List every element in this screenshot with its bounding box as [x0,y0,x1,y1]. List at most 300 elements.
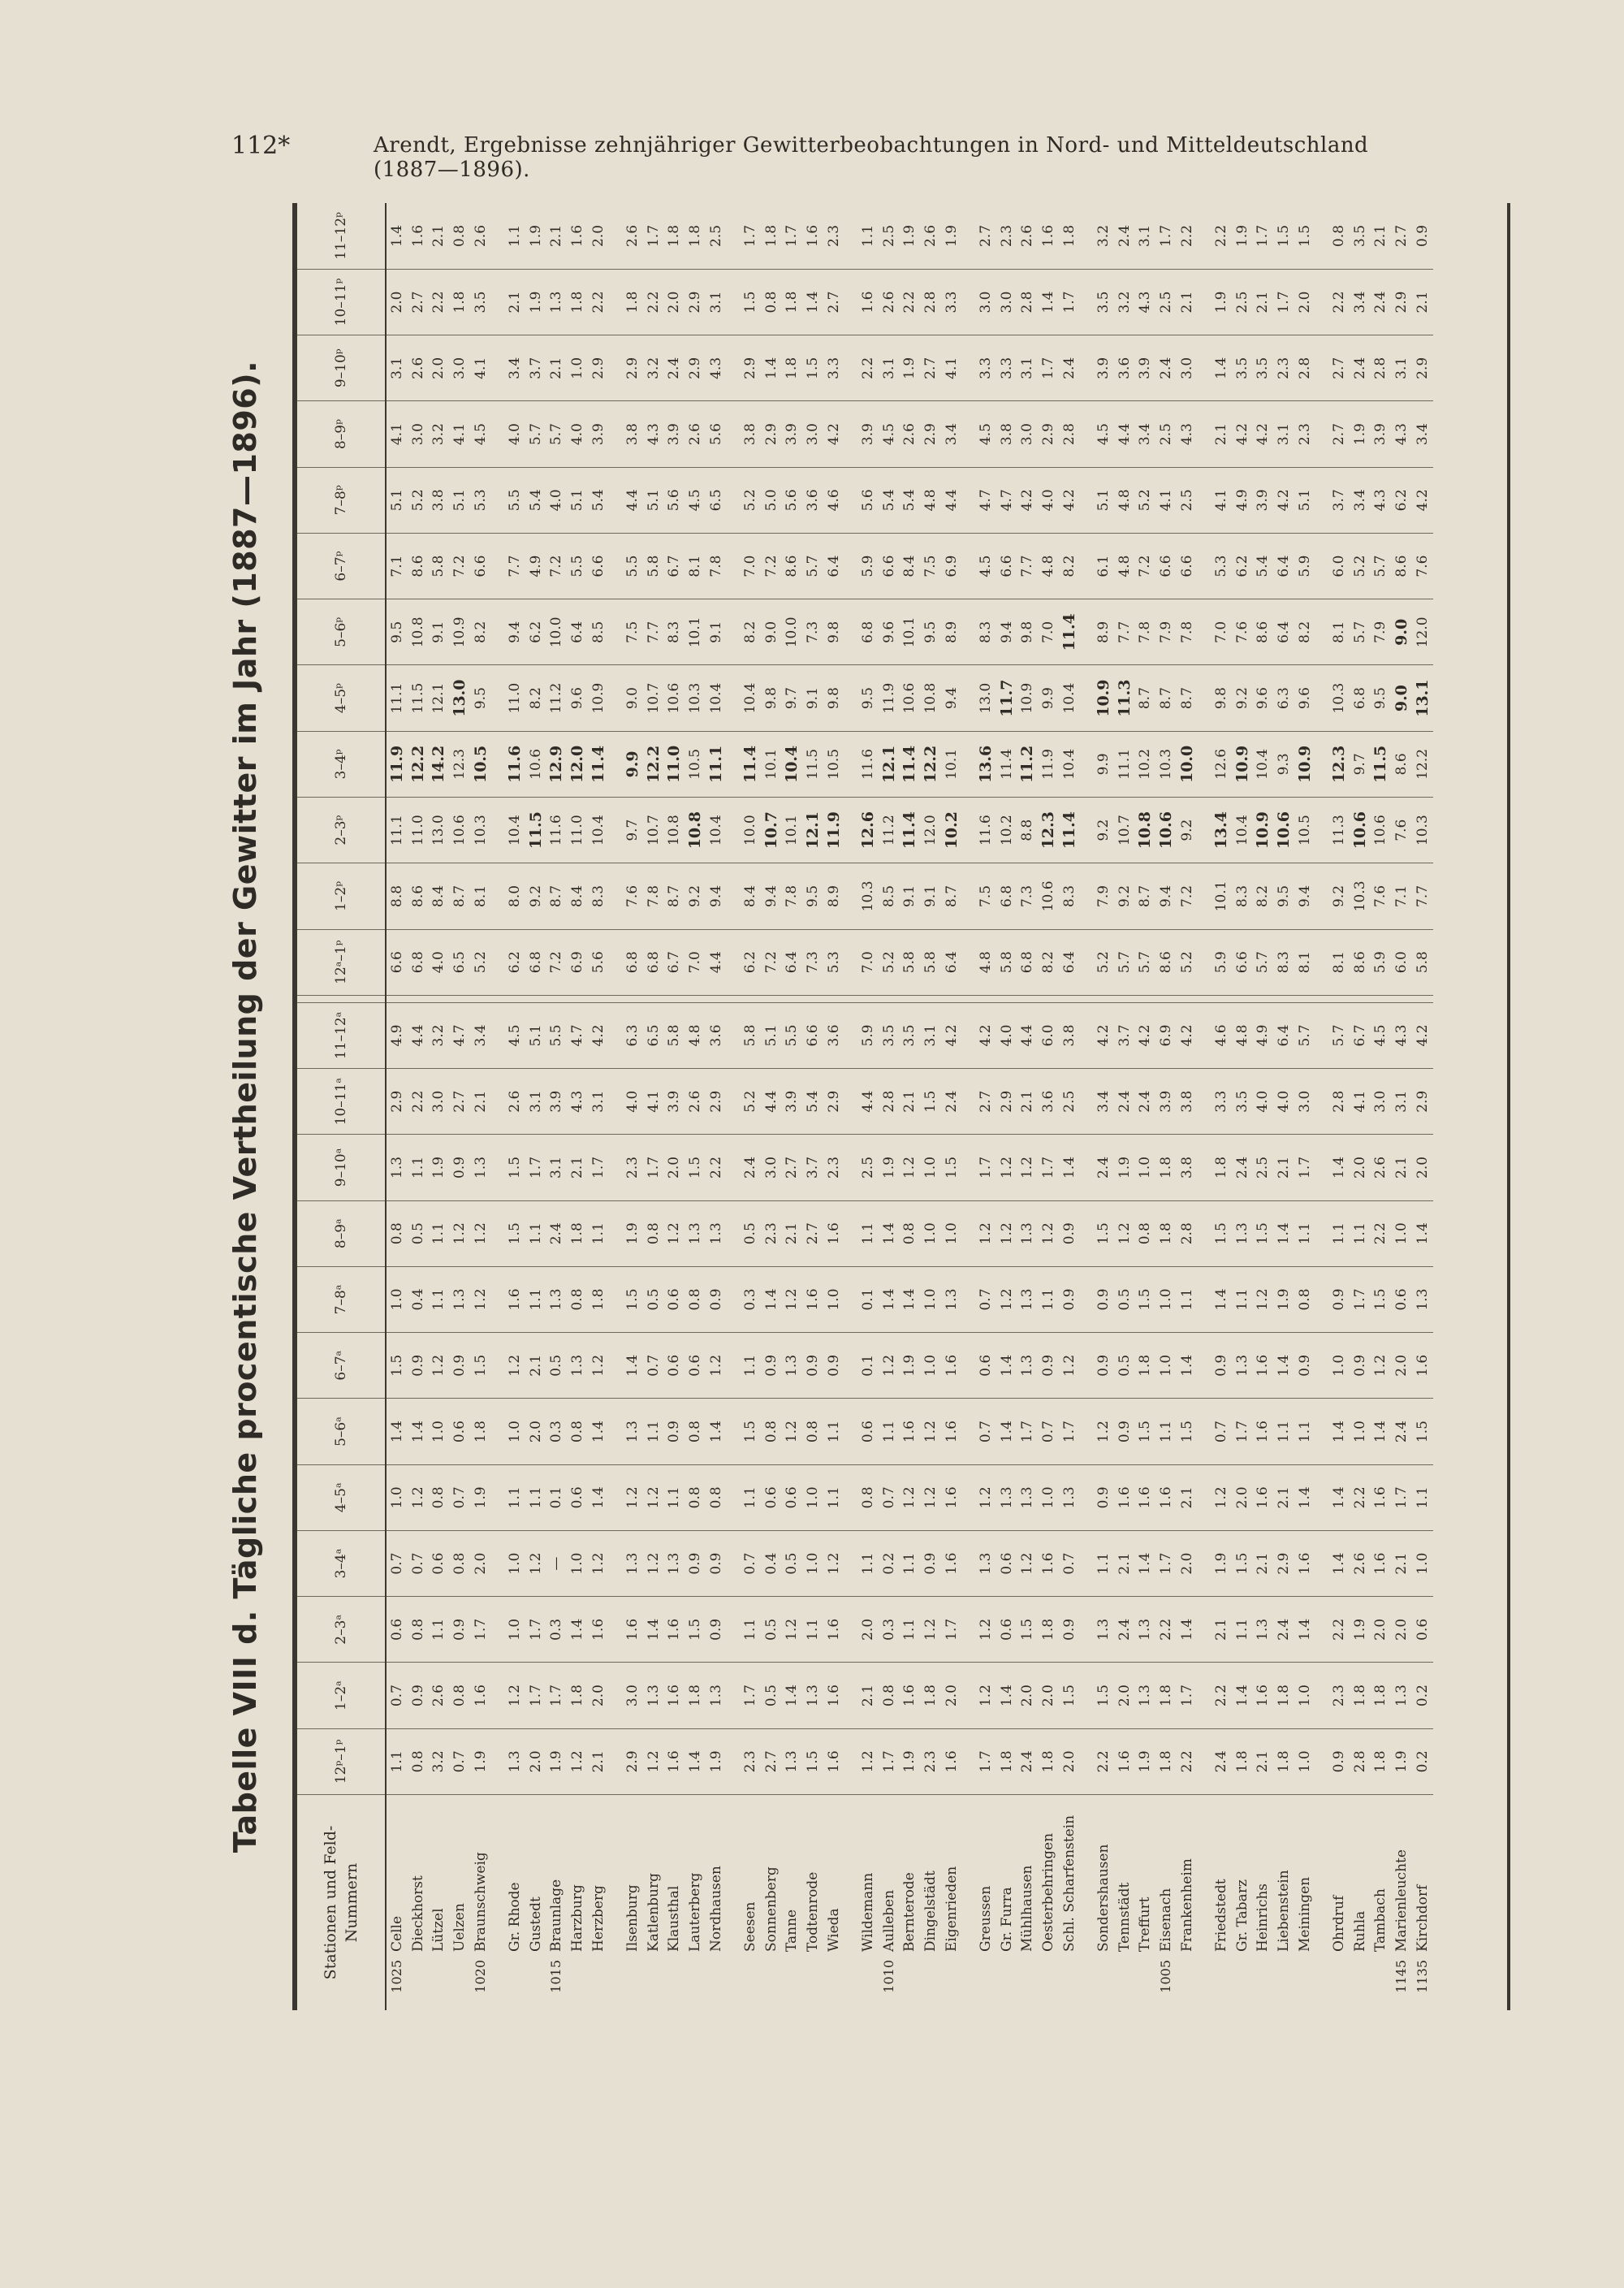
value-cell: 2.1 [1177,1464,1198,1530]
spacer-cell [727,1530,740,1596]
value-cell: 0.9 [706,1530,727,1596]
value-cell: 1.2 [1211,1464,1232,1530]
value-cell: 1.6 [1252,1464,1273,1530]
value-cell: 6.8 [408,929,429,995]
value-cell: 3.5 [900,1002,921,1068]
spacer-cell [1315,1663,1328,1728]
value-cell: 13.1 [1412,665,1433,731]
value-cell: 1.3 [975,1530,996,1596]
spacer-cell [1080,401,1093,467]
value-cell: 6.5 [643,1002,664,1068]
value-cell: 2.6 [1350,1530,1371,1596]
value-cell: 10.9 [449,599,470,665]
spacer-cell [844,1597,857,1663]
value-cell: 9.0 [1391,665,1412,731]
spacer-cell [727,401,740,467]
value-cell: 1.0 [802,1464,823,1530]
value-cell: 2.6 [879,269,900,335]
station-name: Uelzen [451,1903,469,1952]
value-cell: 4.2 [1273,467,1294,533]
spacer-cell [1315,401,1328,467]
value-cell: 6.9 [1155,1002,1177,1068]
value-cell: 0.9 [1114,1399,1135,1464]
value-cell: 1.2 [504,1333,525,1399]
value-cell: 7.5 [920,533,941,599]
value-cell: 5.8 [664,1002,685,1068]
value-cell: 1.4 [1294,1464,1315,1530]
value-cell: 10.5 [1294,798,1315,863]
value-cell: 3.9 [1155,1069,1177,1135]
value-cell: 2.7 [823,269,844,335]
value-cell: 1.1 [740,1464,761,1530]
value-cell: 10.2 [941,798,962,863]
station-name: Kirchdorf [1414,1884,1431,1952]
value-cell: 10.0 [782,599,803,665]
value-cell: 1.0 [1328,1333,1350,1399]
value-cell: 9.9 [622,731,643,797]
value-cell: 2.7 [802,1200,823,1266]
value-cell: 2.7 [975,1069,996,1135]
value-cell: 0.8 [685,1464,706,1530]
value-cell: 0.9 [1350,1333,1371,1399]
value-cell: 1.3 [470,1135,491,1200]
value-cell: 6.9 [941,533,962,599]
value-cell: 4.1 [1155,467,1177,533]
value-cell: 1.7 [975,1728,996,1794]
value-cell: 4.0 [622,1069,643,1135]
value-cell: 0.3 [879,1597,900,1663]
spacer-cell [491,1530,504,1596]
value-cell: 1.9 [900,1728,921,1794]
group-separator [609,203,622,2010]
value-cell: 1.2 [1370,1333,1391,1399]
value-cell: 7.8 [643,863,664,929]
value-cell: 1.8 [664,203,685,269]
value-cell: 1.1 [740,1597,761,1663]
value-cell: 5.7 [525,401,546,467]
value-cell: 1.3 [1135,1597,1156,1663]
spacer-cell [727,1333,740,1399]
station-cell [1273,1795,1294,2011]
value-cell: 2.1 [546,335,568,401]
value-cell: 1.1 [857,1530,879,1596]
value-cell: 1.4 [1328,1399,1350,1464]
station-name: Braunschweig [473,1852,490,1952]
value-cell: 0.9 [706,1597,727,1663]
spacer-cell [609,1597,622,1663]
value-cell: 4.2 [1093,1002,1114,1068]
feld-number: 1145 [1393,1960,1410,1993]
value-cell: 0.7 [449,1728,470,1794]
value-cell: 6.4 [567,599,588,665]
value-cell: 5.6 [664,467,685,533]
value-cell: 8.9 [1093,599,1114,665]
value-cell: 3.9 [857,401,879,467]
value-cell: 3.0 [622,1663,643,1728]
value-cell: 2.6 [920,203,941,269]
value-cell: 2.1 [1273,1135,1294,1200]
value-cell: 2.4 [1114,203,1135,269]
value-cell: 1.4 [761,335,782,401]
value-cell: 1.2 [643,1728,664,1794]
value-cell: 0.9 [761,1333,782,1399]
value-cell: 1.4 [622,1333,643,1399]
value-cell: 2.1 [470,1069,491,1135]
value-cell: 4.3 [706,335,727,401]
value-cell: 11.9 [1038,731,1059,797]
value-cell: 3.2 [1114,269,1135,335]
hour-column-header: 8–9ᵖ [297,401,386,467]
value-cell: 2.9 [823,1069,844,1135]
value-cell: 1.4 [879,1200,900,1266]
value-cell: 1.3 [546,1266,568,1332]
value-cell: 2.4 [1093,1135,1114,1200]
value-cell: 5.4 [900,467,921,533]
value-cell: 7.2 [546,533,568,599]
hour-column-header: 11–12ᵃ [297,1002,386,1068]
value-cell: 1.4 [900,1266,921,1332]
value-cell: 0.6 [1391,1266,1412,1332]
value-cell: 1.9 [470,1464,491,1530]
station-name: Herzberg [590,1885,607,1952]
value-cell: 10.8 [1135,798,1156,863]
value-cell: 1.8 [470,1399,491,1464]
value-cell: 1.2 [1252,1266,1273,1332]
table-row [1135,203,1156,2010]
table-row [504,203,525,2010]
spacer-cell [962,1266,975,1332]
value-cell: 1.9 [470,1728,491,1794]
value-cell: 4.0 [996,1002,1017,1068]
spacer-cell [962,1333,975,1399]
spacer-cell [1315,1069,1328,1135]
value-cell: 3.8 [1059,1002,1080,1068]
value-cell: 3.2 [429,1002,450,1068]
value-cell: 6.6 [470,533,491,599]
value-cell: 3.0 [429,1069,450,1135]
value-cell: 11.0 [567,798,588,863]
value-cell: 2.9 [1412,335,1433,401]
value-cell: 1.6 [1038,203,1059,269]
value-cell: 6.9 [567,929,588,995]
value-cell: 6.8 [622,929,643,995]
station-cell [449,1795,470,2011]
value-cell: 4.5 [975,401,996,467]
value-cell: 5.6 [588,929,609,995]
spacer-cell [844,1530,857,1596]
spacer-cell [491,269,504,335]
value-cell: 1.0 [1155,1333,1177,1399]
value-cell: 1.8 [1155,1663,1177,1728]
value-cell: 1.2 [643,1464,664,1530]
value-cell: 0.7 [1211,1399,1232,1464]
value-cell: 2.9 [1273,1530,1294,1596]
value-cell: 5.9 [1211,929,1232,995]
value-cell: 2.0 [470,1530,491,1596]
spacer-cell [844,1069,857,1135]
table-row [1252,203,1273,2010]
value-cell: 2.1 [588,1728,609,1794]
value-cell: 8.9 [941,599,962,665]
value-cell: 5.2 [1350,533,1371,599]
column-gap [941,995,962,1002]
spacer-cell [844,1266,857,1332]
hour-column-header: 1–2ᵃ [297,1663,386,1728]
group-separator [727,203,740,2010]
value-cell: 11.0 [504,665,525,731]
value-cell: 7.1 [1391,863,1412,929]
value-cell: 10.6 [449,798,470,863]
value-cell: 9.2 [525,863,546,929]
value-cell: 2.0 [1350,1135,1371,1200]
value-cell: 1.3 [782,1333,803,1399]
station-cell [1211,1795,1232,2011]
value-cell: 2.0 [1370,1597,1391,1663]
value-cell: 1.8 [1135,1333,1156,1399]
value-cell: 1.6 [857,269,879,335]
spacer-cell [844,335,857,401]
spacer-cell [844,1728,857,1794]
spacer-cell [727,203,740,269]
value-cell: 3.8 [740,401,761,467]
table-row [975,203,996,2010]
value-cell: 3.4 [1350,269,1371,335]
spacer-cell [491,1464,504,1530]
value-cell: 5.1 [643,467,664,533]
value-cell: 2.4 [1232,1135,1253,1200]
value-cell: 5.7 [1114,929,1135,995]
spacer-cell [1198,1135,1211,1200]
value-cell: 1.7 [525,1597,546,1663]
value-cell: 0.8 [761,1399,782,1464]
value-cell: 5.1 [1294,467,1315,533]
spacer-cell [844,1464,857,1530]
value-cell: 3.4 [1412,401,1433,467]
value-cell: 0.5 [546,1333,568,1399]
spacer-cell [609,1399,622,1464]
value-cell: 4.0 [567,401,588,467]
value-cell: 1.2 [588,1333,609,1399]
column-gap [1232,995,1253,1002]
spacer-cell [727,1728,740,1794]
value-cell: 0.5 [740,1200,761,1266]
value-cell: 1.2 [504,1663,525,1728]
hour-column-header: 12ᵖ–1ᵖ [297,1728,386,1794]
hour-column-header: 4–5ᵖ [297,665,386,731]
column-gap [1391,995,1412,1002]
value-cell: 10.6 [900,665,921,731]
spacer-cell [962,467,975,533]
value-cell: 2.2 [643,269,664,335]
value-cell: 11.2 [879,798,900,863]
value-cell: 5.4 [588,467,609,533]
value-cell: 0.7 [386,1663,408,1728]
value-cell: 4.0 [546,467,568,533]
station-name: Ilsenburg [624,1884,641,1952]
value-cell: 2.3 [1273,335,1294,401]
value-cell: 3.7 [1328,467,1350,533]
value-cell: 1.7 [1391,1464,1412,1530]
value-cell: 6.2 [504,929,525,995]
value-cell: 7.6 [622,863,643,929]
value-cell: 3.0 [1294,1069,1315,1135]
value-cell: 1.5 [1232,1530,1253,1596]
value-cell: 10.5 [823,731,844,797]
value-cell: 5.2 [740,1069,761,1135]
value-cell: 1.2 [900,1135,921,1200]
value-cell: 1.6 [941,1530,962,1596]
value-cell: 4.8 [1038,533,1059,599]
table-row [1038,203,1059,2010]
value-cell: 10.7 [643,798,664,863]
value-cell: 2.4 [1059,335,1080,401]
column-gap [975,995,996,1002]
station-name: Gustedt [527,1897,544,1952]
value-cell: 10.1 [900,599,921,665]
value-cell: 2.9 [740,335,761,401]
value-cell: 5.3 [470,467,491,533]
table-row [546,203,568,2010]
value-cell: 4.3 [1177,401,1198,467]
value-cell: 3.6 [706,1002,727,1068]
value-cell: 2.0 [1232,1464,1253,1530]
value-cell: 2.1 [1177,269,1198,335]
spacer-cell [1198,863,1211,929]
value-cell: 1.8 [1232,1728,1253,1794]
spacer-cell [962,665,975,731]
value-cell: 2.0 [1177,1530,1198,1596]
station-name: Todtenrode [805,1871,822,1952]
hour-column-header: 6–7ᵃ [297,1333,386,1399]
value-cell: 7.7 [643,599,664,665]
value-cell: 0.8 [685,1399,706,1464]
value-cell: 11.1 [386,665,408,731]
value-cell: 3.5 [1232,335,1253,401]
value-cell: 9.6 [879,599,900,665]
value-cell: 12.3 [1038,798,1059,863]
spacer-cell [1080,533,1093,599]
value-cell: 7.5 [622,599,643,665]
value-cell: 10.3 [1350,863,1371,929]
value-cell: 6.8 [996,863,1017,929]
value-cell: 2.2 [900,269,921,335]
value-cell: 2.9 [706,1069,727,1135]
value-cell: 1.8 [761,203,782,269]
value-cell: 11.6 [546,798,568,863]
spacer-cell [1315,467,1328,533]
value-cell: 3.0 [1177,335,1198,401]
value-cell: 3.4 [470,1002,491,1068]
station-name: Gr. Furra [998,1887,1015,1952]
spacer-cell [1315,1266,1328,1332]
value-cell: 1.4 [1038,269,1059,335]
hour-column-header: 12ᵃ–1ᵖ [297,929,386,995]
value-cell: 1.1 [823,1399,844,1464]
value-cell: 1.3 [706,1200,727,1266]
value-cell: 8.7 [1155,665,1177,731]
value-cell: 4.1 [941,335,962,401]
spacer-cell [1080,269,1093,335]
value-cell: 0.3 [546,1399,568,1464]
value-cell: 1.6 [1252,1663,1273,1728]
value-cell: 1.8 [588,1266,609,1332]
spacer-cell [962,335,975,401]
value-cell: 1.2 [567,1728,588,1794]
value-cell: 0.8 [1135,1200,1156,1266]
spacer-cell [1315,1399,1328,1464]
value-cell: 2.0 [429,335,450,401]
value-cell: 1.1 [429,1597,450,1663]
spacer-cell [962,1530,975,1596]
value-cell: 2.1 [782,1200,803,1266]
value-cell: 10.7 [761,798,782,863]
table-row [1232,203,1253,2010]
value-cell: 11.6 [857,731,879,797]
value-cell: 0.9 [1412,203,1433,269]
value-cell: 1.3 [504,1728,525,1794]
value-cell: 0.9 [920,1530,941,1596]
value-cell: 9.1 [920,863,941,929]
value-cell: 11.1 [706,731,727,797]
value-cell: 9.2 [1093,798,1114,863]
value-cell: 5.1 [525,1002,546,1068]
value-cell: 1.4 [706,1399,727,1464]
value-cell: 1.2 [622,1464,643,1530]
column-gap [1114,995,1135,1002]
value-cell: 1.5 [1252,1200,1273,1266]
value-cell: 2.8 [1350,1728,1371,1794]
spacer-cell [1315,863,1328,929]
value-cell: 12.0 [1412,599,1433,665]
station-name: Lauterberg [687,1872,704,1952]
value-cell: 11.3 [1114,665,1135,731]
value-cell: 0.5 [643,1266,664,1332]
value-cell: 5.7 [1294,1002,1315,1068]
value-cell: 1.7 [1155,203,1177,269]
station-cell [1294,1795,1315,2011]
value-cell: 6.5 [706,467,727,533]
value-cell: 0.6 [761,1464,782,1530]
value-cell: 7.9 [1093,863,1114,929]
hour-column-header: 5–6ᵃ [297,1399,386,1464]
station-cell [761,1795,782,2011]
value-cell: 1.2 [470,1200,491,1266]
value-cell: 1.2 [1017,1530,1039,1596]
spacer-cell [1080,1069,1093,1135]
station-cell [879,1795,900,2011]
value-cell: 1.7 [470,1597,491,1663]
station-name: Mühlhausen [1019,1865,1036,1952]
value-cell: 5.7 [1252,929,1273,995]
spacer-cell [844,401,857,467]
group-separator [491,203,504,2010]
value-cell: 2.6 [685,401,706,467]
value-cell: 10.4 [1252,731,1273,797]
value-cell: 9.8 [761,665,782,731]
value-cell: 1.0 [1038,1464,1059,1530]
hour-column-header: 10–11ᵖ [297,269,386,335]
hour-column-header: 3–4ᵖ [297,731,386,797]
value-cell: 8.6 [782,533,803,599]
hour-column-header: 5–6ᵖ [297,599,386,665]
value-cell: 4.5 [1093,401,1114,467]
value-cell: 1.0 [1412,1530,1433,1596]
value-cell: 12.2 [920,731,941,797]
value-cell: 8.2 [525,665,546,731]
hour-column-header: 6–7ᵖ [297,533,386,599]
value-cell: 10.0 [740,798,761,863]
value-cell: 0.9 [449,1597,470,1663]
